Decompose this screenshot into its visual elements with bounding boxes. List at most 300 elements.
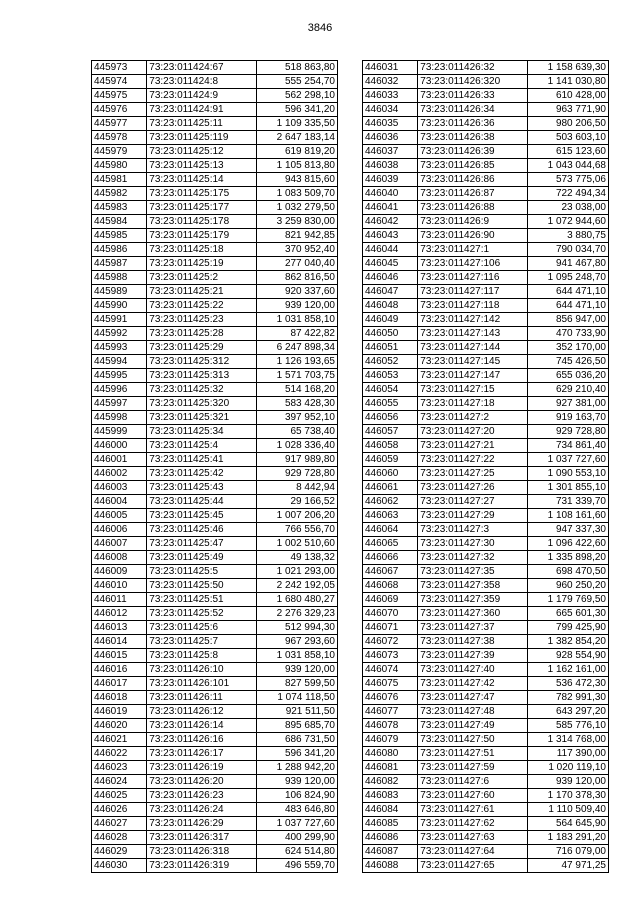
- value-cell: 2 647 183,14: [256, 131, 337, 145]
- row-number-cell: 446053: [363, 369, 418, 383]
- value-cell: 799 425,90: [527, 621, 608, 635]
- table-row: [363, 509, 609, 523]
- row-number-cell: 446039: [363, 173, 418, 187]
- row-number-cell: 445986: [92, 243, 147, 257]
- value-cell: 686 731,50: [256, 733, 337, 747]
- cadastral-number-cell: 73:23:011425:19: [147, 257, 257, 271]
- cadastral-number-cell: 73:23:011425:321: [147, 411, 257, 425]
- row-number-cell: 446006: [92, 523, 147, 537]
- value-cell: 943 815,60: [256, 173, 337, 187]
- cadastral-number-cell: 73:23:011427:51: [418, 747, 528, 761]
- cadastral-number-cell: 73:23:011425:47: [147, 537, 257, 551]
- value-cell: 1 170 378,30: [527, 789, 608, 803]
- cadastral-number-cell: 73:23:011426:32: [418, 61, 528, 75]
- row-number-cell: 445993: [92, 341, 147, 355]
- value-cell: 583 428,30: [256, 397, 337, 411]
- table-row: [363, 607, 609, 621]
- table-row: [363, 285, 609, 299]
- row-number-cell: 446029: [92, 845, 147, 859]
- row-number-cell: 446038: [363, 159, 418, 173]
- cadastral-number-cell: 73:23:011426:16: [147, 733, 257, 747]
- row-number-cell: 446014: [92, 635, 147, 649]
- table-row: [92, 215, 338, 229]
- cadastral-number-cell: 73:23:011427:61: [418, 803, 528, 817]
- row-number-cell: 445997: [92, 397, 147, 411]
- value-cell: 929 728,80: [527, 425, 608, 439]
- row-number-cell: 446065: [363, 537, 418, 551]
- value-cell: 1 141 030,80: [527, 75, 608, 89]
- table-row: [363, 481, 609, 495]
- table-row: [92, 817, 338, 831]
- table-row: [92, 649, 338, 663]
- cadastral-number-cell: 73:23:011425:18: [147, 243, 257, 257]
- value-cell: 917 989,80: [256, 453, 337, 467]
- table-row: [92, 229, 338, 243]
- row-number-cell: 446026: [92, 803, 147, 817]
- value-cell: 1 072 944,60: [527, 215, 608, 229]
- table-row: [363, 159, 609, 173]
- value-cell: 1 037 727,60: [256, 817, 337, 831]
- value-cell: 928 554,90: [527, 649, 608, 663]
- row-number-cell: 446050: [363, 327, 418, 341]
- value-cell: 1 037 727,60: [527, 453, 608, 467]
- cadastral-number-cell: 73:23:011427:2: [418, 411, 528, 425]
- row-number-cell: 446022: [92, 747, 147, 761]
- value-cell: 939 120,00: [527, 775, 608, 789]
- table-row: [363, 579, 609, 593]
- table-row: [363, 677, 609, 691]
- cadastral-number-cell: 73:23:011425:45: [147, 509, 257, 523]
- table-row: [363, 523, 609, 537]
- cadastral-number-cell: 73:23:011426:33: [418, 89, 528, 103]
- cadastral-number-cell: 73:23:011427:20: [418, 425, 528, 439]
- cadastral-number-cell: 73:23:011425:179: [147, 229, 257, 243]
- table-row: [363, 355, 609, 369]
- right-table-body: [363, 61, 609, 873]
- table-row: [92, 327, 338, 341]
- cadastral-number-cell: 73:23:011427:27: [418, 495, 528, 509]
- table-row: [363, 425, 609, 439]
- value-cell: 790 034,70: [527, 243, 608, 257]
- cadastral-number-cell: 73:23:011425:312: [147, 355, 257, 369]
- value-cell: 665 601,30: [527, 607, 608, 621]
- table-row: [363, 215, 609, 229]
- value-cell: 2 242 192,05: [256, 579, 337, 593]
- row-number-cell: 446047: [363, 285, 418, 299]
- row-number-cell: 446085: [363, 817, 418, 831]
- table-row: [363, 327, 609, 341]
- value-cell: 629 210,40: [527, 383, 608, 397]
- value-cell: 117 390,00: [527, 747, 608, 761]
- table-row: [363, 145, 609, 159]
- row-number-cell: 446033: [363, 89, 418, 103]
- table-row: [92, 159, 338, 173]
- value-cell: 980 206,50: [527, 117, 608, 131]
- row-number-cell: 446011: [92, 593, 147, 607]
- table-row: [92, 103, 338, 117]
- cadastral-number-cell: 73:23:011426:17: [147, 747, 257, 761]
- cadastral-number-cell: 73:23:011426:12: [147, 705, 257, 719]
- value-cell: 921 511,50: [256, 705, 337, 719]
- value-cell: 1 096 422,60: [527, 537, 608, 551]
- table-row: [363, 789, 609, 803]
- table-row: [363, 75, 609, 89]
- row-number-cell: 446069: [363, 593, 418, 607]
- value-cell: 939 120,00: [256, 663, 337, 677]
- table-row: [92, 747, 338, 761]
- value-cell: 596 341,20: [256, 103, 337, 117]
- row-number-cell: 446040: [363, 187, 418, 201]
- cadastral-number-cell: 73:23:011426:23: [147, 789, 257, 803]
- table-row: [363, 537, 609, 551]
- value-cell: 1 007 206,20: [256, 509, 337, 523]
- row-number-cell: 446045: [363, 257, 418, 271]
- value-cell: 397 952,10: [256, 411, 337, 425]
- row-number-cell: 445977: [92, 117, 147, 131]
- table-row: [363, 117, 609, 131]
- value-cell: 1 183 291,20: [527, 831, 608, 845]
- cadastral-number-cell: 73:23:011427:18: [418, 397, 528, 411]
- value-cell: 619 819,20: [256, 145, 337, 159]
- value-cell: 856 947,00: [527, 313, 608, 327]
- cadastral-number-cell: 73:23:011427:35: [418, 565, 528, 579]
- value-cell: 1 090 553,10: [527, 467, 608, 481]
- value-cell: 562 298,10: [256, 89, 337, 103]
- table-row: [92, 733, 338, 747]
- table-row: [92, 719, 338, 733]
- row-number-cell: 445983: [92, 201, 147, 215]
- cadastral-number-cell: 73:23:011427:118: [418, 299, 528, 313]
- table-row: [363, 229, 609, 243]
- cadastral-number-cell: 73:23:011427:49: [418, 719, 528, 733]
- cadastral-number-cell: 73:23:011426:14: [147, 719, 257, 733]
- row-number-cell: 445999: [92, 425, 147, 439]
- value-cell: 8 442,94: [256, 481, 337, 495]
- row-number-cell: 446084: [363, 803, 418, 817]
- value-cell: 895 685,70: [256, 719, 337, 733]
- value-cell: 827 599,50: [256, 677, 337, 691]
- row-number-cell: 446088: [363, 859, 418, 873]
- row-number-cell: 446020: [92, 719, 147, 733]
- value-cell: 470 733,90: [527, 327, 608, 341]
- cadastral-number-cell: 73:23:011427:106: [418, 257, 528, 271]
- table-row: [363, 845, 609, 859]
- table-row: [363, 859, 609, 873]
- cadastral-number-cell: 73:23:011425:313: [147, 369, 257, 383]
- row-number-cell: 446078: [363, 719, 418, 733]
- cadastral-number-cell: 73:23:011427:50: [418, 733, 528, 747]
- row-number-cell: 446025: [92, 789, 147, 803]
- cadastral-number-cell: 73:23:011426:9: [418, 215, 528, 229]
- value-cell: 1 020 119,10: [527, 761, 608, 775]
- table-row: [363, 453, 609, 467]
- value-cell: 1 021 293,00: [256, 565, 337, 579]
- table-row: [92, 271, 338, 285]
- table-row: [363, 663, 609, 677]
- table-row: [92, 439, 338, 453]
- table-row: [92, 523, 338, 537]
- cadastral-number-cell: 73:23:011426:320: [418, 75, 528, 89]
- row-number-cell: 446028: [92, 831, 147, 845]
- table-row: [363, 775, 609, 789]
- cadastral-number-cell: 73:23:011427:25: [418, 467, 528, 481]
- row-number-cell: 446074: [363, 663, 418, 677]
- value-cell: 722 494,34: [527, 187, 608, 201]
- table-row: [92, 831, 338, 845]
- value-cell: 1 382 854,20: [527, 635, 608, 649]
- table-row: [92, 677, 338, 691]
- table-row: [92, 551, 338, 565]
- value-cell: 1 095 248,70: [527, 271, 608, 285]
- table-row: [92, 845, 338, 859]
- cadastral-number-cell: 73:23:011425:177: [147, 201, 257, 215]
- value-cell: 1 571 703,75: [256, 369, 337, 383]
- value-cell: 919 163,70: [527, 411, 608, 425]
- row-number-cell: 446002: [92, 467, 147, 481]
- table-row: [363, 299, 609, 313]
- cadastral-number-cell: 73:23:011426:88: [418, 201, 528, 215]
- value-cell: 731 339,70: [527, 495, 608, 509]
- cadastral-number-cell: 73:23:011426:24: [147, 803, 257, 817]
- value-cell: 941 467,80: [527, 257, 608, 271]
- cadastral-number-cell: 73:23:011425:12: [147, 145, 257, 159]
- value-cell: 585 776,10: [527, 719, 608, 733]
- row-number-cell: 446076: [363, 691, 418, 705]
- table-row: [92, 397, 338, 411]
- value-cell: 734 861,40: [527, 439, 608, 453]
- table-row: [92, 509, 338, 523]
- value-cell: 1 002 510,60: [256, 537, 337, 551]
- value-cell: 1 031 858,10: [256, 649, 337, 663]
- table-row: [92, 89, 338, 103]
- cadastral-number-cell: 73:23:011425:119: [147, 131, 257, 145]
- table-row: [92, 201, 338, 215]
- value-cell: 514 168,20: [256, 383, 337, 397]
- row-number-cell: 446075: [363, 677, 418, 691]
- row-number-cell: 446003: [92, 481, 147, 495]
- cadastral-number-cell: 73:23:011425:52: [147, 607, 257, 621]
- value-cell: 1 158 639,30: [527, 61, 608, 75]
- row-number-cell: 446024: [92, 775, 147, 789]
- row-number-cell: 446080: [363, 747, 418, 761]
- row-number-cell: 446030: [92, 859, 147, 873]
- cadastral-number-cell: 73:23:011427:117: [418, 285, 528, 299]
- cadastral-number-cell: 73:23:011425:175: [147, 187, 257, 201]
- row-number-cell: 446071: [363, 621, 418, 635]
- row-number-cell: 445982: [92, 187, 147, 201]
- value-cell: 1 288 942,20: [256, 761, 337, 775]
- table-row: [92, 859, 338, 873]
- cadastral-number-cell: 73:23:011424:9: [147, 89, 257, 103]
- value-cell: 503 603,10: [527, 131, 608, 145]
- table-row: [92, 621, 338, 635]
- cadastral-number-cell: 73:23:011425:28: [147, 327, 257, 341]
- cadastral-number-cell: 73:23:011425:42: [147, 467, 257, 481]
- cadastral-number-cell: 73:23:011424:67: [147, 61, 257, 75]
- table-row: [92, 243, 338, 257]
- table-row: [92, 75, 338, 89]
- table-row: [363, 733, 609, 747]
- cadastral-number-cell: 73:23:011425:4: [147, 439, 257, 453]
- cadastral-number-cell: 73:23:011426:87: [418, 187, 528, 201]
- page-number: 3846: [307, 22, 333, 34]
- table-row: [92, 495, 338, 509]
- cadastral-number-cell: 73:23:011425:41: [147, 453, 257, 467]
- row-number-cell: 446018: [92, 691, 147, 705]
- value-cell: 6 247 898,34: [256, 341, 337, 355]
- cadastral-number-cell: 73:23:011425:32: [147, 383, 257, 397]
- table-row: [363, 649, 609, 663]
- cadastral-number-cell: 73:23:011425:49: [147, 551, 257, 565]
- value-cell: 106 824,90: [256, 789, 337, 803]
- table-row: [92, 607, 338, 621]
- table-row: [92, 453, 338, 467]
- table-row: [92, 565, 338, 579]
- row-number-cell: 445973: [92, 61, 147, 75]
- table-row: [92, 775, 338, 789]
- value-cell: 518 863,80: [256, 61, 337, 75]
- row-number-cell: 446063: [363, 509, 418, 523]
- row-number-cell: 446083: [363, 789, 418, 803]
- table-row: [363, 831, 609, 845]
- cadastral-number-cell: 73:23:011426:19: [147, 761, 257, 775]
- value-cell: 1 126 193,65: [256, 355, 337, 369]
- value-cell: 963 771,90: [527, 103, 608, 117]
- row-number-cell: 445988: [92, 271, 147, 285]
- row-number-cell: 446060: [363, 467, 418, 481]
- table-row: [363, 817, 609, 831]
- cadastral-number-cell: 73:23:011425:178: [147, 215, 257, 229]
- cadastral-number-cell: 73:23:011426:317: [147, 831, 257, 845]
- cadastral-number-cell: 73:23:011426:39: [418, 145, 528, 159]
- cadastral-number-cell: 73:23:011427:145: [418, 355, 528, 369]
- row-number-cell: 446019: [92, 705, 147, 719]
- table-row: [363, 439, 609, 453]
- row-number-cell: 446059: [363, 453, 418, 467]
- row-number-cell: 446016: [92, 663, 147, 677]
- cadastral-number-cell: 73:23:011426:38: [418, 131, 528, 145]
- cadastral-number-cell: 73:23:011426:85: [418, 159, 528, 173]
- cadastral-number-cell: 73:23:011425:7: [147, 635, 257, 649]
- table-row: [363, 397, 609, 411]
- cadastral-number-cell: 73:23:011425:50: [147, 579, 257, 593]
- value-cell: 29 166,52: [256, 495, 337, 509]
- cadastral-number-cell: 73:23:011427:40: [418, 663, 528, 677]
- left-table-body: [92, 61, 338, 873]
- row-number-cell: 445992: [92, 327, 147, 341]
- cadastral-number-cell: 73:23:011427:359: [418, 593, 528, 607]
- table-row: [363, 495, 609, 509]
- row-number-cell: 445975: [92, 89, 147, 103]
- cadastral-number-cell: 73:23:011426:318: [147, 845, 257, 859]
- cadastral-number-cell: 73:23:011426:34: [418, 103, 528, 117]
- cadastral-number-cell: 73:23:011427:6: [418, 775, 528, 789]
- cadastral-number-cell: 73:23:011425:13: [147, 159, 257, 173]
- row-number-cell: 446031: [363, 61, 418, 75]
- row-number-cell: 446037: [363, 145, 418, 159]
- value-cell: 1 314 768,00: [527, 733, 608, 747]
- row-number-cell: 446000: [92, 439, 147, 453]
- table-row: [92, 187, 338, 201]
- row-number-cell: 446013: [92, 621, 147, 635]
- cadastral-number-cell: 73:23:011427:65: [418, 859, 528, 873]
- row-number-cell: 446082: [363, 775, 418, 789]
- row-number-cell: 445984: [92, 215, 147, 229]
- cadastral-number-cell: 73:23:011426:11: [147, 691, 257, 705]
- value-cell: 1 109 335,50: [256, 117, 337, 131]
- cadastral-number-cell: 73:23:011425:46: [147, 523, 257, 537]
- value-cell: 766 556,70: [256, 523, 337, 537]
- table-row: [363, 271, 609, 285]
- cadastral-number-cell: 73:23:011427:47: [418, 691, 528, 705]
- cadastral-number-cell: 73:23:011425:11: [147, 117, 257, 131]
- value-cell: 1 335 898,20: [527, 551, 608, 565]
- value-cell: 1 043 044,68: [527, 159, 608, 173]
- row-number-cell: 446032: [363, 75, 418, 89]
- table-row: [92, 285, 338, 299]
- value-cell: 939 120,00: [256, 299, 337, 313]
- table-row: [363, 593, 609, 607]
- value-cell: 47 971,25: [527, 859, 608, 873]
- value-cell: 927 381,00: [527, 397, 608, 411]
- cadastral-number-cell: 73:23:011427:48: [418, 705, 528, 719]
- table-row: [363, 411, 609, 425]
- cadastral-number-cell: 73:23:011427:1: [418, 243, 528, 257]
- cadastral-number-cell: 73:23:011427:358: [418, 579, 528, 593]
- value-cell: 1 301 855,10: [527, 481, 608, 495]
- table-row: [92, 593, 338, 607]
- row-number-cell: 446035: [363, 117, 418, 131]
- cadastral-number-cell: 73:23:011426:10: [147, 663, 257, 677]
- table-row: [363, 313, 609, 327]
- row-number-cell: 446052: [363, 355, 418, 369]
- row-number-cell: 446068: [363, 579, 418, 593]
- value-cell: 1 031 858,10: [256, 313, 337, 327]
- value-cell: 400 299,90: [256, 831, 337, 845]
- row-number-cell: 445998: [92, 411, 147, 425]
- table-row: [92, 635, 338, 649]
- row-number-cell: 446017: [92, 677, 147, 691]
- table-row: [92, 173, 338, 187]
- row-number-cell: 446072: [363, 635, 418, 649]
- table-row: [363, 705, 609, 719]
- value-cell: 782 991,30: [527, 691, 608, 705]
- row-number-cell: 446055: [363, 397, 418, 411]
- row-number-cell: 445996: [92, 383, 147, 397]
- cadastral-number-cell: 73:23:011425:34: [147, 425, 257, 439]
- row-number-cell: 446048: [363, 299, 418, 313]
- cadastral-number-cell: 73:23:011425:43: [147, 481, 257, 495]
- table-row: [363, 89, 609, 103]
- value-cell: 615 123,60: [527, 145, 608, 159]
- cadastral-number-cell: 73:23:011427:38: [418, 635, 528, 649]
- row-number-cell: 446015: [92, 649, 147, 663]
- value-cell: 564 645,90: [527, 817, 608, 831]
- cadastral-number-cell: 73:23:011426:20: [147, 775, 257, 789]
- cadastral-number-cell: 73:23:011427:147: [418, 369, 528, 383]
- cadastral-number-cell: 73:23:011425:14: [147, 173, 257, 187]
- table-row: [92, 117, 338, 131]
- row-number-cell: 446067: [363, 565, 418, 579]
- table-row: [92, 383, 338, 397]
- value-cell: 3 880,75: [527, 229, 608, 243]
- cadastral-number-cell: 73:23:011427:59: [418, 761, 528, 775]
- table-row: [92, 299, 338, 313]
- table-row: [92, 61, 338, 75]
- value-cell: 87 422,82: [256, 327, 337, 341]
- value-cell: 716 079,00: [527, 845, 608, 859]
- row-number-cell: 446056: [363, 411, 418, 425]
